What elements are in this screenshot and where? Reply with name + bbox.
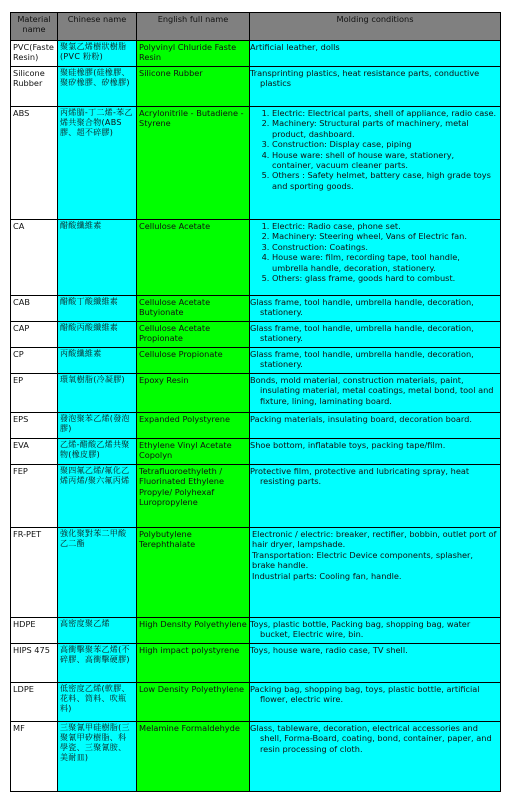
table-row	[11, 41, 501, 67]
english-name-cell: Cellulose Acetate Propionate	[137, 322, 250, 348]
table-row	[11, 296, 501, 322]
table-body	[11, 41, 501, 792]
english-name-cell: Acrylonitrile - Butadiene - Styrene	[137, 107, 250, 220]
chinese-name-cell: 發泡聚苯乙烯(發泡膠)	[58, 413, 137, 439]
header-molding: Molding conditions	[250, 13, 501, 41]
molding-list-item: 4. House ware: film, recording tape, tool handle, umbrella handle, decoration, stationery.	[272, 252, 498, 273]
material-cell: MF	[11, 722, 58, 792]
molding-cell: Packing materials, insulating board, decoration board.	[250, 413, 501, 439]
molding-list-item: 2. Machinery: Structural parts of machinery, metal product, dashboard.	[272, 118, 498, 139]
material-cell: CP	[11, 348, 58, 374]
material-cell: LDPE	[11, 683, 58, 722]
material-cell: Silicone Rubber	[11, 67, 58, 107]
molding-list-item: 3. Construction: Coatings.	[272, 242, 498, 252]
chinese-name-cell: 高密度聚乙烯	[58, 618, 137, 644]
chinese-name-cell: 聚硅橡膠(硅橡膠、聚矽橡膠、矽橡膠)	[58, 67, 137, 107]
molding-cell: Artificial leather, dolls	[250, 41, 501, 67]
molding-list-item: 2. Machinery: Steering wheel, Vans of Electric fan.	[272, 231, 498, 241]
material-cell: EPS	[11, 413, 58, 439]
material-table	[10, 12, 501, 792]
table-row	[11, 107, 501, 220]
molding-cell: Toys, plastic bottle, Packing bag, shopping bag, water bucket, Electric wire, bin.	[250, 618, 501, 644]
molding-cell: Glass frame, tool handle, umbrella handle, decoration, stationery.	[250, 296, 501, 322]
material-cell: HDPE	[11, 618, 58, 644]
english-name-cell: Cellulose Acetate Butyionate	[137, 296, 250, 322]
molding-list-item: 1. Electric: Radio case, phone set.	[272, 221, 498, 231]
chinese-name-cell: 低密度乙烯(軟膠、花料、筒料、吹瓶料)	[58, 683, 137, 722]
english-name-cell: High impact polystyrene	[137, 644, 250, 683]
chinese-name-cell: 三聚氰甲硅樹脂(三聚氰甲矽樹脂、科學瓷、三聚氰胺、美耐皿)	[58, 722, 137, 792]
material-cell: EP	[11, 374, 58, 413]
table-row	[11, 374, 501, 413]
molding-list-item: 3. Construction: Display case, piping	[272, 139, 498, 149]
molding-list-item: 5. Others : Safety helmet, battery case, high grade toys and sporting goods.	[272, 170, 498, 191]
molding-list	[252, 221, 498, 283]
material-cell: FEP	[11, 465, 58, 528]
english-name-cell: High Density Polyethylene	[137, 618, 250, 644]
chinese-name-cell: 聚氯乙烯樹狀樹脂(PVC 粉粉)	[58, 41, 137, 67]
english-name-cell: Melamine Formaldehyde	[137, 722, 250, 792]
molding-cell: Protective film, protective and lubricating spray, heat resisting parts.	[250, 465, 501, 528]
molding-list-item: 4. House ware: shell of house ware, stationery, container, vacuum cleaner parts.	[272, 150, 498, 171]
chinese-name-cell: 聚四氟乙烯/氟化乙烯丙烯/聚六氟丙烯	[58, 465, 137, 528]
molding-cell: Packing bag, shopping bag, toys, plastic bottle, artificial flower, electric wire.	[250, 683, 501, 722]
chinese-name-cell: 丙烯腈-丁二烯-苯乙烯共聚合物(ABS 膠、超不碎膠)	[58, 107, 137, 220]
header-chinese: Chinese name	[58, 13, 137, 41]
molding-list	[252, 108, 498, 191]
molding-cell: Glass, tableware, decoration, electrical accessories and shell, Forma-Board, coating, bond, container, paper, and resin processing of cloth.	[250, 722, 501, 792]
molding-cell: Bonds, mold material, construction materials, paint, insulating material, metal coatings, metal bond, tool and fixture, lining, laminating board.	[250, 374, 501, 413]
english-name-cell: Polyvinyl Chluride Faste Resin	[137, 41, 250, 67]
chinese-name-cell: 乙烯-醋酸乙烯共聚物(橡皮膠)	[58, 439, 137, 465]
chinese-name-cell: 醋酸纖維素	[58, 220, 137, 296]
table-row	[11, 644, 501, 683]
material-cell: ABS	[11, 107, 58, 220]
material-cell: CAP	[11, 322, 58, 348]
chinese-name-cell: 醋酸丙酸纖維素	[58, 322, 137, 348]
table-row	[11, 683, 501, 722]
english-name-cell: Ethylene Vinyl Acetate Copolyn	[137, 439, 250, 465]
english-name-cell: Low Density Polyethylene	[137, 683, 250, 722]
material-cell: EVA	[11, 439, 58, 465]
table-header	[11, 13, 501, 41]
table-row	[11, 348, 501, 374]
molding-list-item: 5. Others: glass frame, goods hard to combust.	[272, 273, 498, 283]
molding-cell: Glass frame, tool handle, umbrella handle, decoration, stationery.	[250, 348, 501, 374]
table-row	[11, 67, 501, 107]
material-cell: HIPS 475	[11, 644, 58, 683]
molding-cell	[250, 220, 501, 296]
molding-cell: Glass frame, tool handle, umbrella handle, decoration, stationery.	[250, 322, 501, 348]
table-row	[11, 439, 501, 465]
chinese-name-cell: 強化聚對苯二甲酸乙二酯	[58, 528, 137, 618]
chinese-name-cell: 高衝擊聚苯乙烯(不碎膠、高衝擊硬膠)	[58, 644, 137, 683]
material-cell: PVC(Faste Resin)	[11, 41, 58, 67]
material-cell: CA	[11, 220, 58, 296]
molding-cell: Transprinting plastics, heat resistance parts, conductive plastics	[250, 67, 501, 107]
molding-cell: Shoe bottom, inflatable toys, packing tape/film.	[250, 439, 501, 465]
table-row	[11, 722, 501, 792]
table-row	[11, 220, 501, 296]
material-cell: CAB	[11, 296, 58, 322]
table-row	[11, 528, 501, 618]
chinese-name-cell: 環氧樹脂(冷凝膠)	[58, 374, 137, 413]
table-row	[11, 413, 501, 439]
molding-cell: Electronic / electric: breaker, rectifier, bobbin, outlet port of hair dryer, lampshade. Transportation: Electric Device components, splasher, brake handle. Industrial parts: Cooling fan, handle.	[250, 528, 501, 618]
molding-cell: Toys, house ware, radio case, TV shell.	[250, 644, 501, 683]
english-name-cell: Expanded Polystyrene	[137, 413, 250, 439]
table-row	[11, 465, 501, 528]
material-cell: FR-PET	[11, 528, 58, 618]
chinese-name-cell: 醋酸丁酸纖維素	[58, 296, 137, 322]
english-name-cell: Polybutylene Terephthalate	[137, 528, 250, 618]
table-row	[11, 618, 501, 644]
english-name-cell: Cellulose Acetate	[137, 220, 250, 296]
header-row	[11, 13, 501, 41]
english-name-cell: Silicone Rubber	[137, 67, 250, 107]
english-name-cell: Tetrafluoroethyleth / Fluorinated Ethylene Propyle/ Polyhexaf Luropropylene	[137, 465, 250, 528]
molding-list-item: 1. Electric: Electrical parts, shell of appliance, radio case.	[272, 108, 498, 118]
table-row	[11, 322, 501, 348]
chinese-name-cell: 丙酸纖維素	[58, 348, 137, 374]
english-name-cell: Epoxy Resin	[137, 374, 250, 413]
header-material: Material name	[11, 13, 58, 41]
header-english: English full name	[137, 13, 250, 41]
english-name-cell: Cellulose Propionate	[137, 348, 250, 374]
molding-cell	[250, 107, 501, 220]
